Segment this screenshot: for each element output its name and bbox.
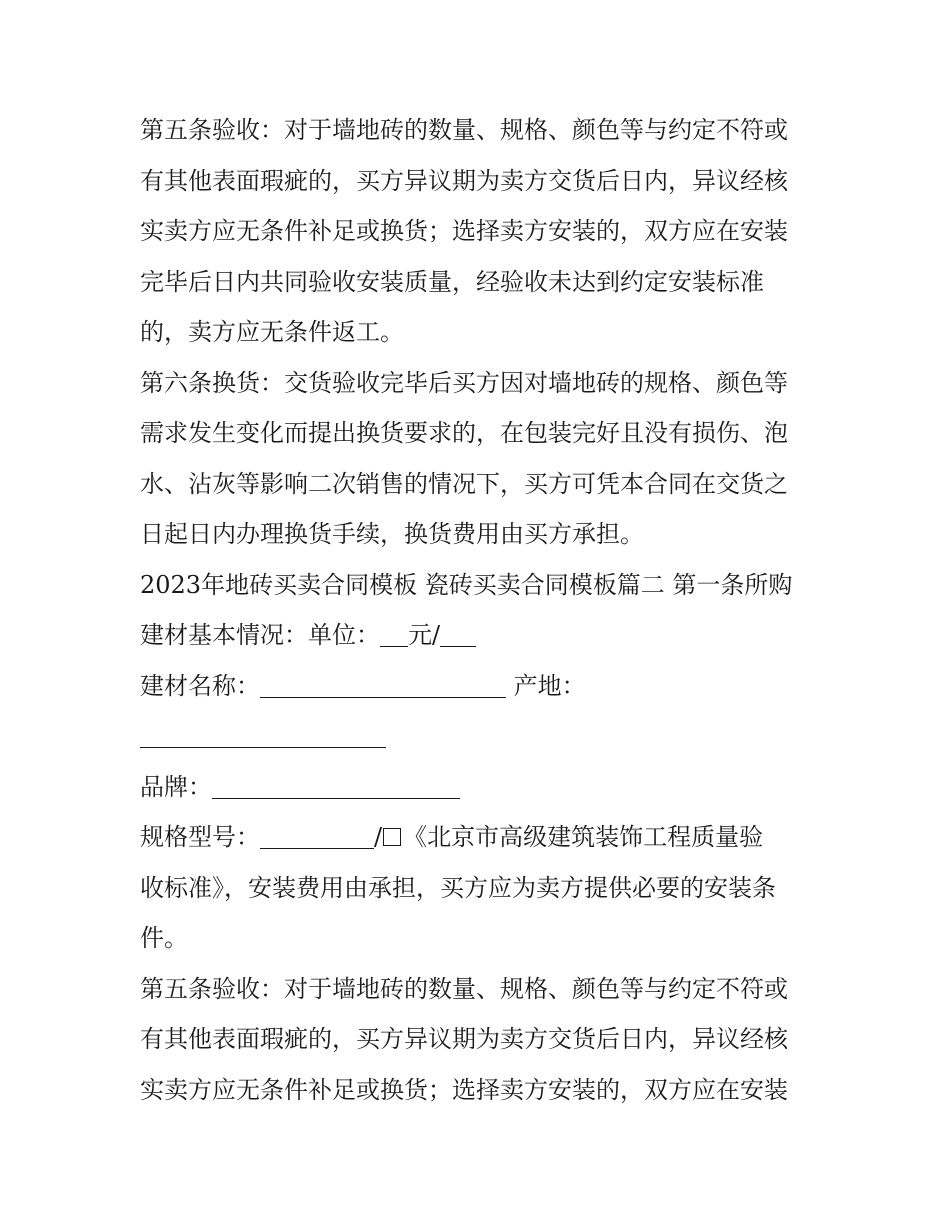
spec-slash: / (374, 823, 383, 851)
spec-label: 规格型号： (140, 823, 260, 851)
text-line: 第五条验收：对于墙地砖的数量、规格、颜色等与约定不符或 (140, 116, 788, 144)
unit-label: 建材基本情况：单位： (140, 621, 380, 649)
brand-blank (212, 774, 460, 799)
unit-measure-blank (440, 622, 476, 647)
origin-label: 产地： (506, 671, 586, 700)
text-line: 完毕后日内共同验收安装质量，经验收未达到约定安装标准 (140, 267, 764, 296)
name-blank (260, 673, 506, 698)
text-line: 实卖方应无条件补足或换货；选择卖方安装的，双方应在安装 (140, 1075, 788, 1104)
text-line: 2023年地砖买卖合同模板 瓷砖买卖合同模板篇二 第一条所购 (140, 570, 793, 599)
name-line (140, 661, 820, 712)
spec-line (140, 812, 820, 863)
origin-blank-line (140, 711, 820, 762)
checkbox-icon (383, 828, 401, 846)
unit-mid: 元/ (408, 621, 441, 649)
text-line: 实卖方应无条件补足或换货；选择卖方安装的，双方应在安装 (140, 217, 788, 245)
document-body (140, 105, 820, 1115)
text-line: 有其他表面瑕疵的，买方异议期为卖方交货后日内，异议经核 (140, 1025, 788, 1053)
brand-label: 品牌： (140, 772, 212, 801)
spec-text: 《北京市高级建筑装饰工程质量验 (403, 823, 764, 851)
text-line: 收标准》，安装费用由承担，买方应为卖方提供必要的安装条 (140, 873, 776, 902)
text-line: 有其他表面瑕疵的，买方异议期为卖方交货后日内，异议经核 (140, 166, 788, 195)
text-line: 件。 (140, 924, 188, 952)
text-line: 第六条换货：交货验收完毕后买方因对墙地砖的规格、颜色等 (140, 368, 788, 397)
text-line: 的，卖方应无条件返工。 (140, 318, 404, 346)
origin-blank (140, 723, 386, 748)
unit-line (140, 610, 820, 661)
text-line: 水、沾灰等影响二次销售的情况下，买方可凭本合同在交货之 (140, 469, 788, 498)
text-line: 日起日内办理换货手续，换货费用由买方承担。 (140, 520, 644, 548)
name-label: 建材名称： (140, 671, 260, 700)
text-line: 需求发生变化而提出换货要求的，在包装完好且没有损伤、泡 (140, 419, 788, 447)
spec-blank (260, 824, 374, 849)
text-line: 第五条验收：对于墙地砖的数量、规格、颜色等与约定不符或 (140, 974, 788, 1003)
unit-price-blank (380, 622, 408, 647)
brand-line (140, 762, 820, 813)
